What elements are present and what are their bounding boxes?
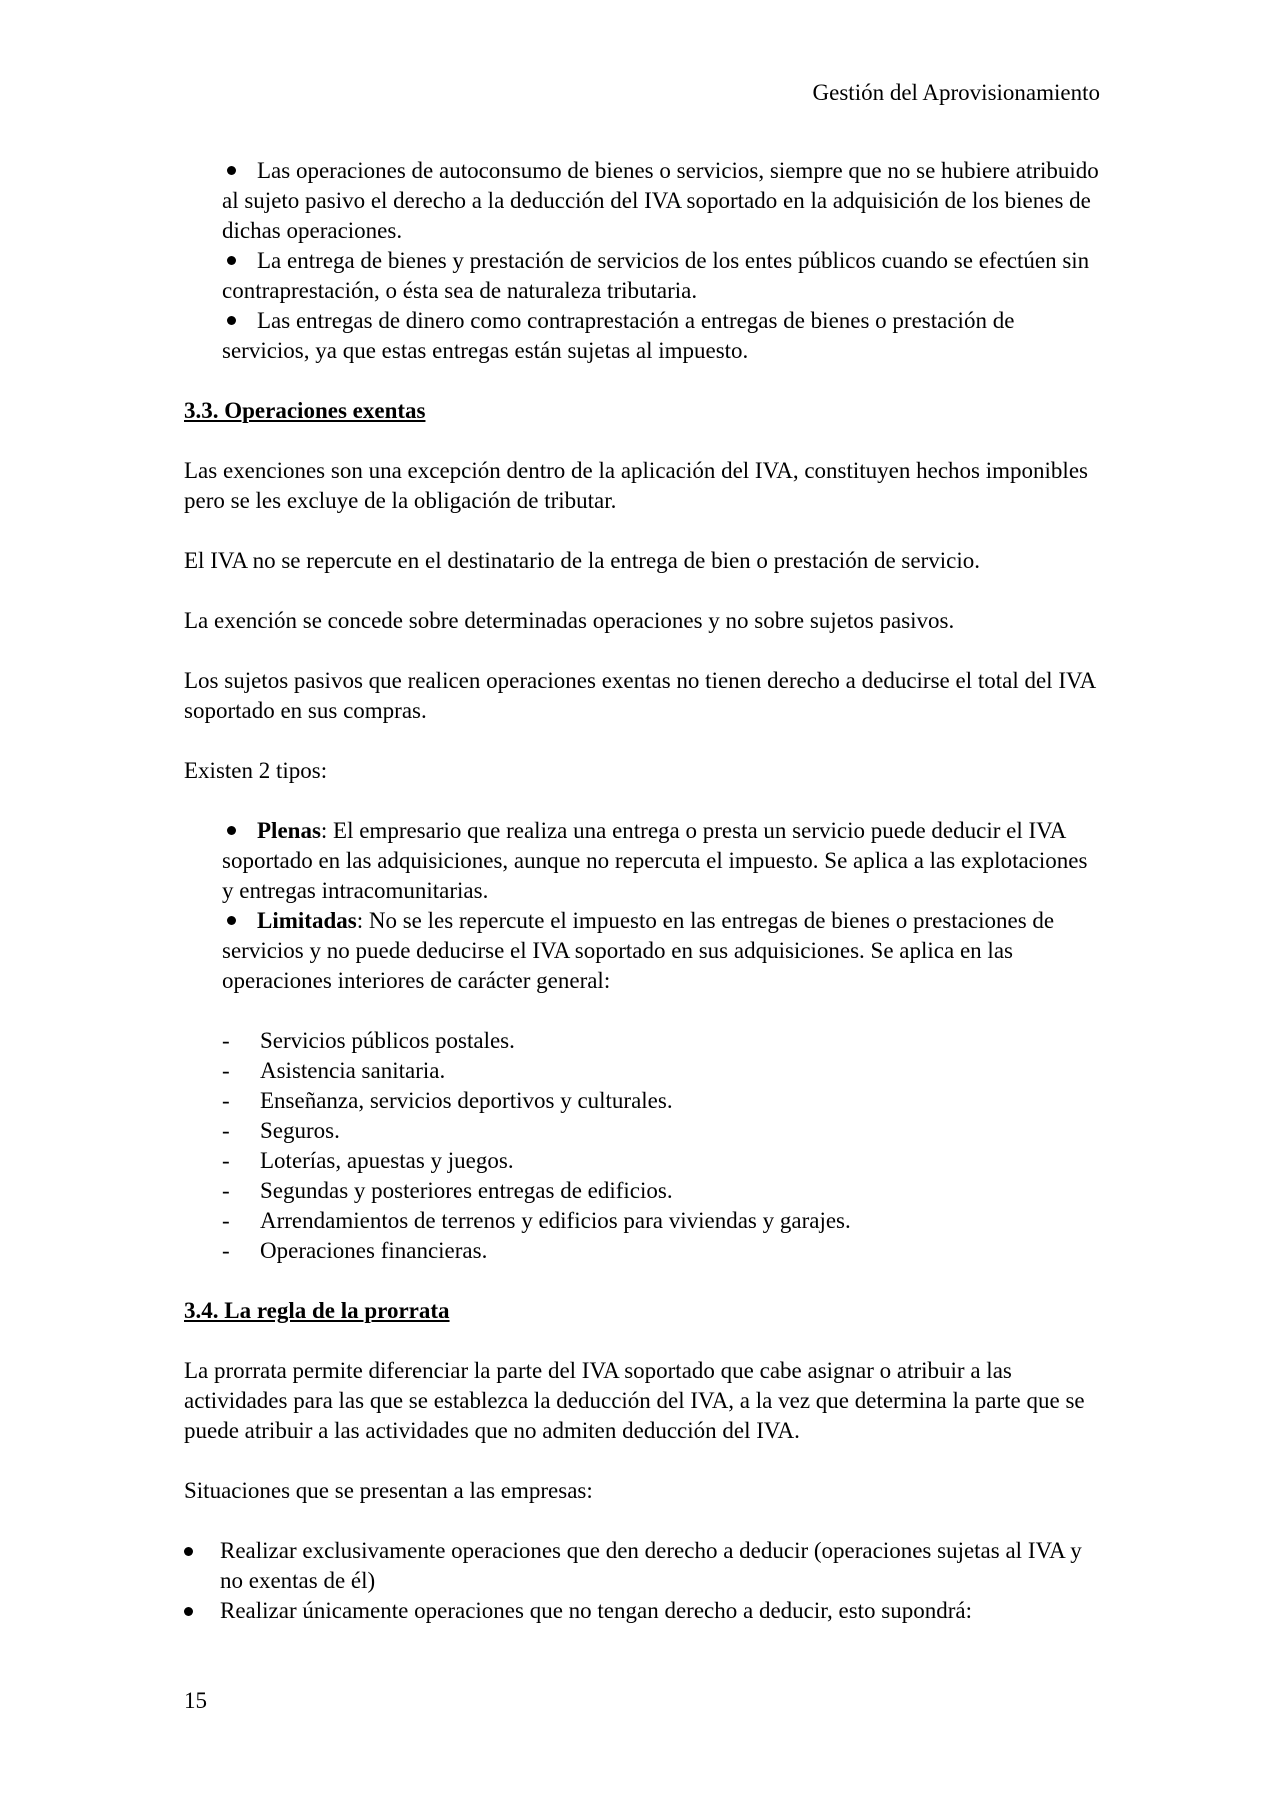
- list-item: - Loterías, apuestas y juegos.: [222, 1146, 1104, 1176]
- paragraph: La exención se concede sobre determinadas operaciones y no sobre sujetos pasivos.: [184, 608, 955, 633]
- list-item-plenas: [222, 816, 1104, 906]
- paragraph: El IVA no se repercute en el destinatario de la entrega de bien o prestación de servicio.: [184, 548, 980, 573]
- paragraph: La prorrata permite diferenciar la parte del IVA soportado que cabe asignar o atribuir a las actividades para las que se establezca la deducción del IVA, a la vez que determina la parte que se puede atribuir a las actividades que no admiten deducción del IVA.: [184, 1358, 1085, 1443]
- list-item: - Seguros.: [222, 1116, 1104, 1146]
- dash-marker: -: [222, 1238, 230, 1263]
- list-item: [222, 156, 1104, 246]
- list-item: [222, 306, 1104, 366]
- list-item-limitadas: [222, 906, 1104, 996]
- list-item: Realizar únicamente operaciones que no tengan derecho a deducir, esto supondrá:: [220, 1596, 1104, 1626]
- dash-marker: -: [222, 1058, 230, 1083]
- dash-marker: -: [222, 1148, 230, 1173]
- term-limitadas: Limitadas: [257, 908, 357, 933]
- list-item: [222, 246, 1104, 306]
- dash-marker: -: [222, 1178, 230, 1203]
- bullet-icon: [222, 246, 257, 276]
- bullet-icon: [184, 1547, 193, 1556]
- paragraph: Situaciones que se presentan a las empresas:: [184, 1478, 593, 1503]
- running-header: Gestión del Aprovisionamiento: [812, 80, 1100, 105]
- page-content: [184, 156, 1104, 1626]
- bullet-icon: [222, 816, 257, 846]
- term-plenas: Plenas: [257, 818, 321, 843]
- limited-exemptions-list: [184, 1026, 1104, 1266]
- list-item: - Enseñanza, servicios deportivos y culturales.: [222, 1086, 1104, 1116]
- bullet-icon: [222, 156, 257, 186]
- list-item: - Segundas y posteriores entregas de edificios.: [222, 1176, 1104, 1206]
- dash-marker: -: [222, 1028, 230, 1053]
- list-item-text: Las entregas de dinero como contraprestación a entregas de bienes o prestación de servicios, ya que estas entregas están sujetas al impuesto.: [222, 308, 1015, 363]
- page-number: 15: [184, 1688, 207, 1713]
- list-item: - Servicios públicos postales.: [222, 1026, 1104, 1056]
- dash-marker: -: [222, 1118, 230, 1143]
- list-item: - Operaciones financieras.: [222, 1236, 1104, 1266]
- dash-marker: -: [222, 1088, 230, 1113]
- section-heading-3-4: 3.4. La regla de la prorrata: [184, 1298, 450, 1323]
- term-definition: : El empresario que realiza una entrega o presta un servicio puede deducir el IVA soportado en las adquisiciones, aunque no repercuta el impuesto. Se aplica a las explotaciones y entregas intracomunitarias.: [222, 818, 1088, 903]
- paragraph: Los sujetos pasivos que realicen operaciones exentas no tienen derecho a deducirse el total del IVA soportado en sus compras.: [184, 668, 1095, 723]
- paragraph: Las exenciones son una excepción dentro de la aplicación del IVA, constituyen hechos imponibles pero se les excluye de la obligación de tributar.: [184, 458, 1088, 513]
- list-item: - Asistencia sanitaria.: [222, 1056, 1104, 1086]
- intro-bullet-list: [184, 156, 1104, 366]
- situations-list: [184, 1536, 1104, 1626]
- list-item: Realizar exclusivamente operaciones que den derecho a deducir (operaciones sujetas al IVA y no exentas de él): [220, 1536, 1104, 1596]
- exemption-types-list: [184, 816, 1104, 996]
- paragraph: Existen 2 tipos:: [184, 758, 328, 783]
- list-item-text: La entrega de bienes y prestación de servicios de los entes públicos cuando se efectúen sin contraprestación, o ésta sea de naturaleza tributaria.: [222, 248, 1090, 303]
- list-item-text: Las operaciones de autoconsumo de bienes o servicios, siempre que no se hubiere atribuido al sujeto pasivo el derecho a la deducción del IVA soportado en la adquisición de los bienes de dichas operaciones.: [222, 158, 1099, 243]
- bullet-icon: [222, 906, 257, 936]
- term-definition: : No se les repercute el impuesto en las entregas de bienes o prestaciones de servicios y no puede deducirse el IVA soportado en sus adquisiciones. Se aplica en las operaciones interiores de carácter general:: [222, 908, 1055, 993]
- dash-marker: -: [222, 1208, 230, 1233]
- bullet-icon: [184, 1607, 193, 1616]
- list-item: - Arrendamientos de terrenos y edificios para viviendas y garajes.: [222, 1206, 1104, 1236]
- bullet-icon: [222, 306, 257, 336]
- section-heading-3-3: 3.3. Operaciones exentas: [184, 398, 426, 423]
